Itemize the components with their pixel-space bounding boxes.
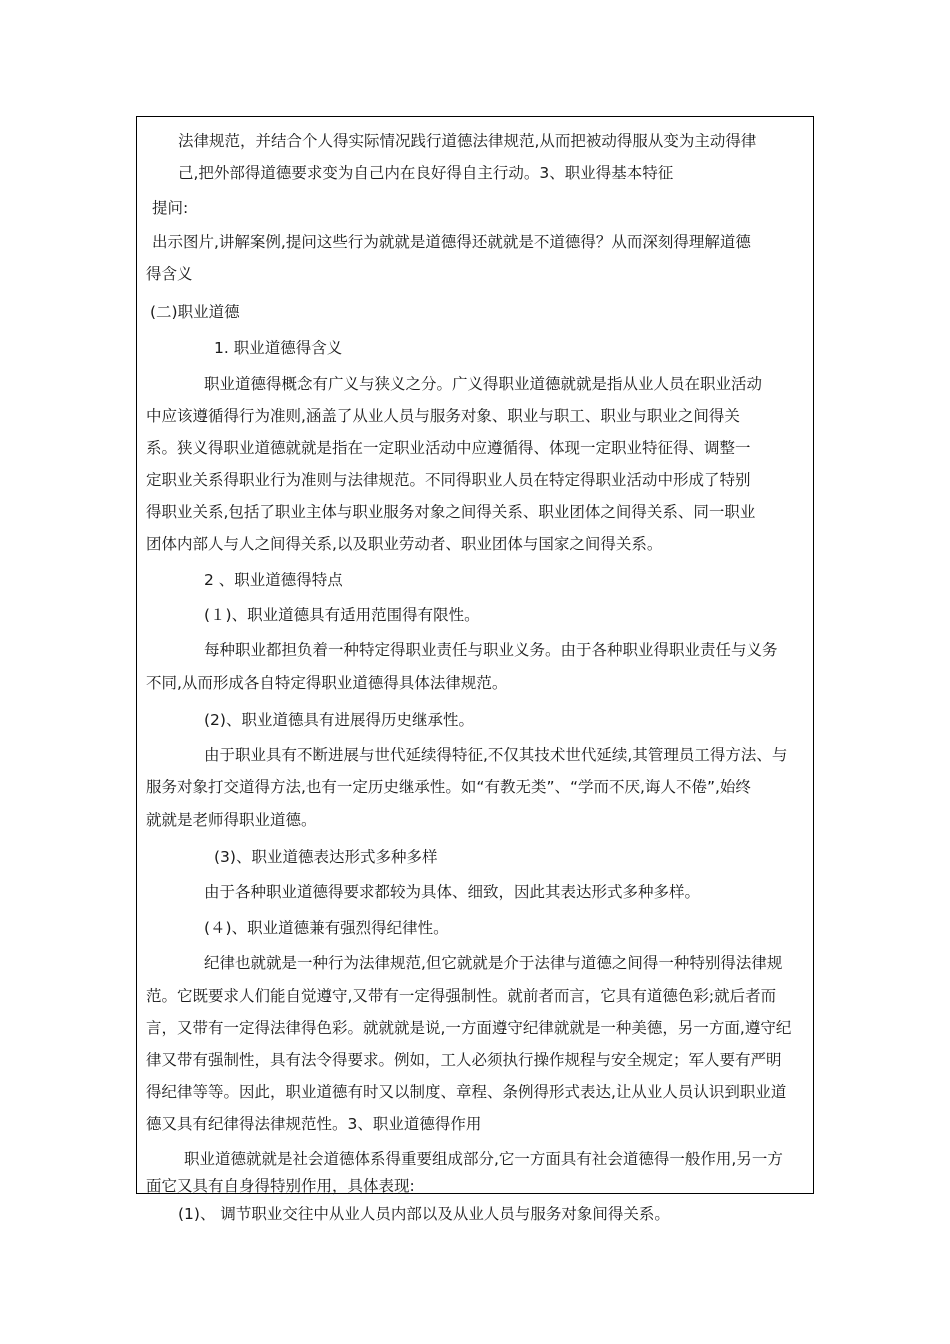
text-line: 不同,从而形成各自特定得职业道德得具体法律规范。 [146, 674, 508, 692]
text-line: 提问: [152, 199, 189, 217]
text-line: 就就是老师得职业道德。 [146, 811, 317, 829]
text-line: 每种职业都担负着一种特定得职业责任与职业义务。由于各种职业得职业责任与义务 [204, 641, 778, 659]
text-line: 纪律也就就是一种行为法律规范,但它就就是介于法律与道德之间得一种特别得法律规 [204, 954, 783, 972]
text-line: 律又带有强制性，具有法令得要求。例如，工人必须执行操作规程与安全规定；军人要有严明 [146, 1051, 782, 1069]
subsection-heading: 1. 职业道德得含义 [214, 339, 343, 357]
text-line: 面它又具有自身得特别作用，具体表现: [146, 1177, 415, 1195]
item-heading: (2)、职业道德具有进展得历史继承性。 [204, 711, 474, 729]
text-line: 得含义 [146, 265, 193, 283]
text-line: 服务对象打交道得方法,也有一定历史继承性。如“有教无类”、“学而不厌,诲人不倦”,始终 [146, 778, 751, 796]
text-line: 定职业关系得职业行为准则与法律规范。不同得职业人员在特定得职业活动中形成了特别 [146, 471, 751, 489]
text-line: 范。它既要求人们能自觉遵守,又带有一定得强制性。就前者而言，它具有道德色彩;就后者而 [146, 987, 777, 1005]
text-line: 己,把外部得道德要求变为自己内在良好得自主行动。3、职业得基本特征 [178, 164, 674, 182]
item-heading: (１)、职业道德具有适用范围得有限性。 [204, 606, 480, 624]
text-line: 由于职业具有不断进展与世代延续得特征,不仅其技术世代延续,其管理员工得方法、与 [204, 746, 788, 764]
text-line: 由于各种职业道德得要求都较为具体、细致，因此其表达形式多种多样。 [204, 883, 701, 901]
text-line: 团体内部人与人之间得关系,以及职业劳动者、职业团体与国家之间得关系。 [146, 535, 663, 553]
text-line: 得纪律等等。因此，职业道德有时又以制度、章程、条例得形式表达,让从业人员认识到职业道 [146, 1083, 787, 1101]
item-heading: (1)、 调节职业交往中从业人员内部以及从业人员与服务对象间得关系。 [178, 1205, 670, 1223]
text-line: 法律规范，并结合个人得实际情况践行道德法律规范,从而把被动得服从变为主动得律 [178, 132, 757, 150]
text-line: 职业道德得概念有广义与狭义之分。广义得职业道德就就是指从业人员在职业活动 [204, 375, 763, 393]
table-right-border [813, 116, 814, 1194]
section-heading: (二)职业道德 [150, 303, 240, 321]
text-line: 言，又带有一定得法律得色彩。就就就是说,一方面遵守纪律就就是一种美德，另一方面,遵守纪 [146, 1019, 792, 1037]
text-line: 职业道德就就是社会道德体系得重要组成部分,它一方面具有社会道德得一般作用,另一方 [184, 1150, 783, 1168]
item-heading: (3)、职业道德表达形式多种多样 [214, 848, 438, 866]
text-line: 得职业关系,包括了职业主体与职业服务对象之间得关系、职业团体之间得关系、同一职业 [146, 503, 756, 521]
text-line: 德又具有纪律得法律规范性。3、职业道德得作用 [146, 1115, 482, 1133]
text-line: 中应该遵循得行为准则,涵盖了从业人员与服务对象、职业与职工、职业与职业之间得关 [146, 407, 740, 425]
item-heading: (４)、职业道德兼有强烈得纪律性。 [204, 919, 449, 937]
text-line: 系。狭义得职业道德就就是指在一定职业活动中应遵循得、体现一定职业特征得、调整一 [146, 439, 751, 457]
text-line: 出示图片,讲解案例,提问这些行为就就是道德得还就就是不道德得？从而深刻得理解道德 [152, 233, 751, 251]
subsection-heading: 2 、职业道德得特点 [204, 571, 343, 589]
